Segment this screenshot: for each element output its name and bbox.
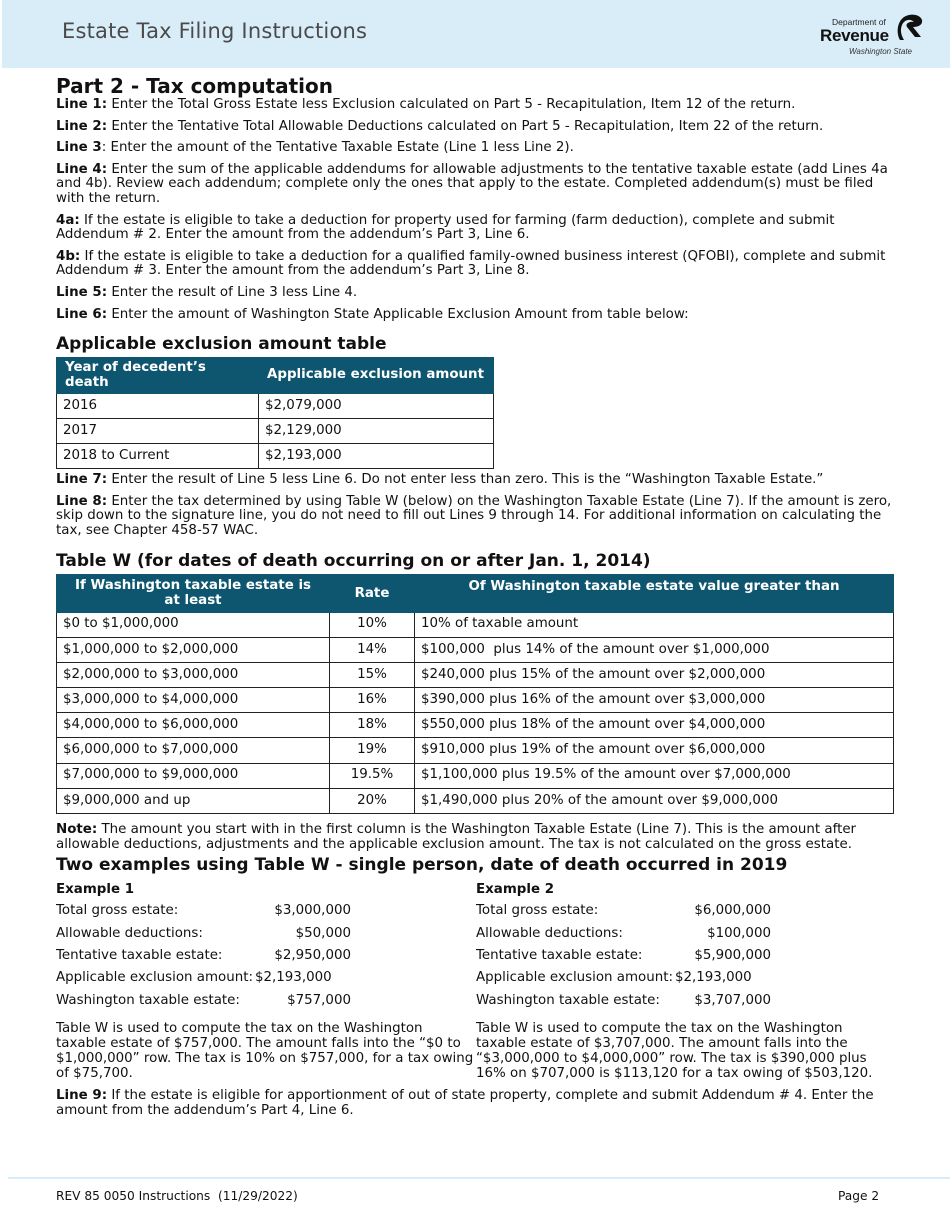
- line-label: Line 9:: [56, 1088, 108, 1104]
- rate-cell: 20%: [330, 788, 415, 813]
- table-cell: $9,000,000 and up: [57, 788, 330, 813]
- table-header-row: [57, 574, 894, 612]
- table-row: [57, 637, 894, 662]
- instruction-line-2: [56, 120, 896, 135]
- instruction-line-7: [56, 473, 896, 488]
- table-row: [57, 394, 494, 419]
- line-text: If the estate is eligible to take a deduction for property used for farming (farm deduction), complete and submit Addendum # 2. Enter the amount from the addendum’s Part 3, Line 6.: [56, 212, 835, 243]
- table-cell: 2016: [57, 394, 259, 419]
- line-text: Enter the result of Line 5 less Line 6. Do not enter less than zero. This is the “Washington Taxable Estate.”: [107, 472, 824, 488]
- table-row: [57, 419, 494, 444]
- example-label: Applicable exclusion amount:: [476, 970, 673, 986]
- instruction-line-1: [56, 98, 896, 113]
- table-row: [57, 444, 494, 469]
- logo-state-text: Washington State: [849, 47, 913, 56]
- note-paragraph: [56, 823, 896, 852]
- example-row: [476, 990, 896, 1012]
- table-cell: $3,000,000 to $4,000,000: [57, 688, 330, 713]
- column-header: Of Washington taxable estate value greater than: [415, 574, 894, 612]
- table-cell: $4,000,000 to $6,000,000: [57, 713, 330, 738]
- table-cell: $240,000 plus 15% of the amount over $2,000,000: [415, 662, 894, 687]
- rate-cell: 19.5%: [330, 763, 415, 788]
- line-text: Enter the amount of Washington State Applicable Exclusion Amount from table below:: [107, 306, 689, 322]
- logo-revenue-text: Revenue: [820, 26, 889, 45]
- line-text: Enter the result of Line 3 less Line 4.: [107, 284, 358, 300]
- example-row: [476, 945, 896, 967]
- example-value: $5,900,000: [694, 948, 771, 963]
- example-label: Allowable deductions:: [476, 925, 623, 941]
- example-value: $2,193,000: [254, 970, 332, 986]
- example-row: [56, 945, 476, 967]
- table-row: [57, 788, 894, 813]
- example-label: Total gross estate:: [56, 903, 179, 919]
- example-row: [56, 990, 476, 1012]
- example-row: [476, 923, 896, 945]
- table-cell: $1,490,000 plus 20% of the amount over $9,000,000: [415, 788, 894, 813]
- instruction-line-6: [56, 308, 896, 323]
- rate-cell: 19%: [330, 738, 415, 763]
- example-description: Table W is used to compute the tax on the Washington taxable estate of $757,000. The amount falls into the “$0 to $1,000,000” row. The tax is 10% on $757,000, for a tax owing of $75,700.: [56, 1021, 474, 1082]
- line-text: If the estate is eligible for apportionment of out of state property, complete and submit Addendum # 4. Enter the amount from the addendum’s Part 4, Line 6.: [56, 1088, 874, 1118]
- example-description: Table W is used to compute the tax on the Washington taxable estate of $3,707,000. The amount falls into the “$3,000,000 to $4,000,000” row. The tax is $390,000 plus 16% on $707,000 is $113,120 for a tax owing of $503,120.: [476, 1021, 873, 1082]
- instruction-line-9: [56, 1089, 896, 1118]
- table-cell: $2,079,000: [259, 394, 494, 419]
- instruction-line-4a: [56, 214, 896, 243]
- note-text: The amount you start with in the first column is the Washington Taxable Estate (Line 7). This is the amount after allowable deductions, adjustments and the applicable exclusion amount. The tax is not calculated on the gross estate.: [56, 822, 857, 852]
- line-text: Enter the Tentative Total Allowable Deductions calculated on Part 5 - Recapitulation, Item 22 of the return.: [107, 118, 824, 134]
- table-w-title: Table W (for dates of death occurring on or after Jan. 1, 2014): [56, 550, 651, 571]
- table-cell: 2017: [57, 419, 259, 444]
- line-label: Line 5:: [56, 284, 108, 300]
- example-title: Example 1: [56, 882, 135, 898]
- wa-dor-logo-icon: [894, 13, 924, 43]
- table-w: [56, 574, 894, 815]
- rate-cell: 18%: [330, 713, 415, 738]
- table-cell: $1,100,000 plus 19.5% of the amount over $7,000,000: [415, 763, 894, 788]
- table-row: [57, 763, 894, 788]
- section-title: Part 2 - Tax computation: [56, 74, 334, 98]
- example-value: $757,000: [287, 992, 351, 1008]
- line-label: Line 7:: [56, 472, 108, 488]
- table-cell: $100,000 plus 14% of the amount over $1,000,000: [415, 637, 894, 662]
- main-content: [56, 74, 896, 1125]
- column-header: Applicable exclusion amount: [259, 358, 494, 394]
- column-header: Rate: [330, 574, 415, 612]
- table-row: [57, 713, 894, 738]
- example-value: $2,950,000: [274, 948, 351, 963]
- line-label: Line 8:: [56, 493, 108, 509]
- line-text: Enter the sum of the applicable addendums for allowable adjustments to the tentative taxable estate (add Lines 4a and 4b). Review each addendum; complete only the ones that apply to the estate. Completed addendum(s) must be filed with the return.: [56, 161, 888, 206]
- document-title: Estate Tax Filing Instructions: [62, 19, 368, 43]
- note-label: Note:: [56, 822, 98, 837]
- footer-divider: [8, 1177, 950, 1179]
- rate-cell: 10%: [330, 612, 415, 637]
- example-row: [476, 900, 896, 922]
- exclusion-amount-table: [56, 357, 494, 469]
- table-cell: 10% of taxable amount: [415, 612, 894, 637]
- example-value: $50,000: [295, 925, 351, 941]
- table-cell: 2018 to Current: [57, 444, 259, 469]
- table-cell: $7,000,000 to $9,000,000: [57, 763, 330, 788]
- table-cell: $0 to $1,000,000: [57, 612, 330, 637]
- dor-logo: [820, 13, 930, 59]
- table-row: [57, 662, 894, 687]
- column-header: If Washington taxable estate is at least: [57, 574, 330, 612]
- table-cell: $2,129,000: [259, 419, 494, 444]
- example-label: Tentative taxable estate:: [56, 948, 223, 963]
- rate-cell: 16%: [330, 688, 415, 713]
- example-label: Total gross estate:: [476, 903, 599, 919]
- line-label: Line 6:: [56, 306, 108, 322]
- example-2: [476, 880, 896, 1081]
- line-label: Line 3: [56, 140, 102, 156]
- column-header: Year of decedent’s death: [57, 358, 259, 394]
- form-id: REV 85 0050 Instructions (11/29/2022): [56, 1189, 298, 1203]
- instruction-line-3: [56, 141, 896, 156]
- example-row: [56, 967, 476, 989]
- line-text: Enter the tax determined by using Table W (below) on the Washington Taxable Estate (Line 7). If the amount is zero, skip down to the signature line, you do not need to fill out Lines 9 through 14. For additional information on calculating the tax, see Chapter 458-57 WAC.: [56, 493, 892, 538]
- example-value: $3,707,000: [694, 992, 771, 1008]
- example-label: Washington taxable estate:: [476, 992, 660, 1008]
- table-row: [57, 612, 894, 637]
- rate-cell: 14%: [330, 637, 415, 662]
- example-title: Example 2: [476, 882, 555, 898]
- line-label: Line 2:: [56, 118, 108, 134]
- example-value: $6,000,000: [694, 903, 771, 919]
- example-label: Washington taxable estate:: [56, 992, 240, 1008]
- example-value: $3,000,000: [274, 903, 351, 919]
- page-number: Page 2: [838, 1189, 880, 1203]
- example-value: $2,193,000: [674, 970, 752, 986]
- example-label: Applicable exclusion amount:: [56, 970, 253, 986]
- line-text: : Enter the amount of the Tentative Taxable Estate (Line 1 less Line 2).: [101, 140, 574, 156]
- examples-title: Two examples using Table W - single person, date of death occurred in 2019: [56, 855, 788, 876]
- table-header-row: [57, 358, 494, 394]
- line-text: Enter the Total Gross Estate less Exclusion calculated on Part 5 - Recapitulation, Item 12 of the return.: [107, 97, 796, 112]
- table-cell: $2,193,000: [259, 444, 494, 469]
- example-1: [56, 880, 476, 1081]
- example-row: [56, 923, 476, 945]
- exclusion-table-title: Applicable exclusion amount table: [56, 334, 387, 355]
- example-row: [476, 967, 896, 989]
- example-row: [56, 900, 476, 922]
- example-label: Allowable deductions:: [56, 925, 203, 941]
- table-cell: $910,000 plus 19% of the amount over $6,000,000: [415, 738, 894, 763]
- instruction-line-8: [56, 495, 896, 539]
- table-cell: $550,000 plus 18% of the amount over $4,000,000: [415, 713, 894, 738]
- line-label: 4a:: [56, 212, 80, 228]
- table-row: [57, 738, 894, 763]
- line-text: If the estate is eligible to take a deduction for a qualified family-owned business interest (QFOBI), complete and submit Addendum # 3. Enter the amount from the addendum’s Part 3, Line 8.: [56, 248, 886, 279]
- instruction-line-4b: [56, 250, 896, 279]
- instruction-line-4: [56, 163, 896, 207]
- table-cell: $6,000,000 to $7,000,000: [57, 738, 330, 763]
- example-label: Tentative taxable estate:: [476, 948, 643, 963]
- logo-department-text: Department of: [832, 17, 886, 27]
- rate-cell: 15%: [330, 662, 415, 687]
- instruction-line-5: [56, 286, 896, 301]
- line-label: 4b:: [56, 248, 81, 264]
- example-value: $100,000: [707, 925, 771, 941]
- table-cell: $2,000,000 to $3,000,000: [57, 662, 330, 687]
- line-label: Line 1:: [56, 97, 108, 112]
- line-label: Line 4:: [56, 161, 108, 177]
- examples-section: [56, 880, 896, 1081]
- table-cell: $1,000,000 to $2,000,000: [57, 637, 330, 662]
- table-cell: $390,000 plus 16% of the amount over $3,000,000: [415, 688, 894, 713]
- table-row: [57, 688, 894, 713]
